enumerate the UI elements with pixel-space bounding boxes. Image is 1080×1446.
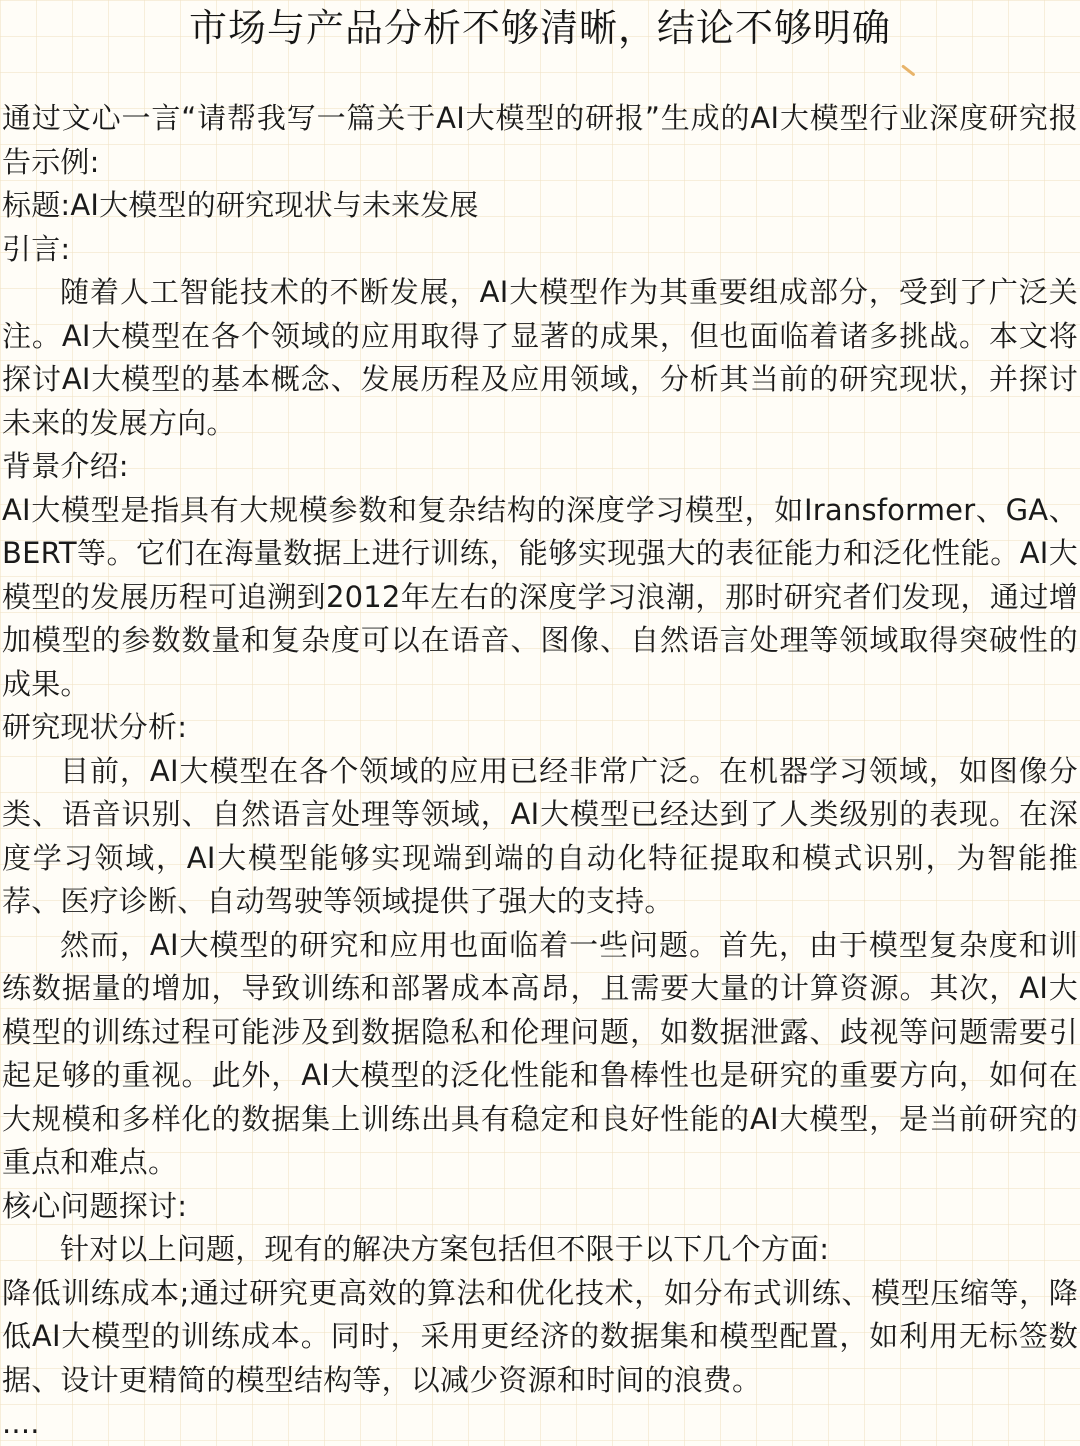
report-body (2, 97, 1078, 1446)
preface-heading: 引言: (2, 231, 71, 266)
core-paragraph-1: 针对以上问题，现有的解决方案包括但不限于以下几个方面: (60, 1232, 830, 1266)
report-title-line: 标题:AI大模型的研究现状与未来发展 (2, 188, 479, 222)
background-heading: 背景介绍: (2, 449, 129, 483)
page-title: 市场与产品分析不够清晰，结论不够明确 (188, 6, 891, 50)
preface-paragraph: 随着人工智能技术的不断发展，AI大模型作为其重要组成部分，受到了广泛关注。AI大模型在各个领域的应用取得了显著的成果，但也面临着诸多挑战。本文将探讨AI大模型的基本概念、发展历程及应用领域，分析其当前的研究现状，并探讨未来的发展方向。 (2, 275, 1078, 440)
ellipsis: .... (2, 1406, 40, 1440)
background-paragraph: AI大模型是指具有大规模参数和复杂结构的深度学习模型，如Iransformer、GA、BERT等。它们在海量数据上进行训练，能够实现强大的表征能力和泛化性能。AI大模型的发展历程可追溯到2012年左右的深度学习浪潮，那时研究者们发现，通过增加模型的参数数量和复杂度可以在语音、图像、自然语言处理等领域取得突破性的成果。 (2, 492, 1078, 701)
intro-paragraph: 通过文心一言“请帮我写一篇关于AI大模型的研报”生成的AI大模型行业深度研究报告示例: (2, 101, 1078, 179)
decorative-stroke (901, 64, 915, 76)
status-paragraph-2: 然而，AI大模型的研究和应用也面临着一些问题。首先，由于模型复杂度和训练数据量的增加，导致训练和部署成本高昂，且需要大量的计算资源。其次，AI大模型的训练过程可能涉及到数据隐私和伦理问题，如数据泄露、歧视等问题需要引起足够的重视。此外，AI大模型的泛化性能和鲁棒性也是研究的重要方向，如何在大规模和多样化的数据集上训练出具有稳定和良好性能的AI大模型，是当前研究的重点和难点。 (2, 927, 1078, 1179)
core-paragraph-2: 降低训练成本;通过研究更高效的算法和优化技术，如分布式训练、模型压缩等，降低AI大模型的训练成本。同时，采用更经济的数据集和模型配置，如利用无标签数据、设计更精简的模型结构等，以减少资源和时间的浪费。 (2, 1275, 1078, 1397)
core-heading: 核心问题探讨: (2, 1188, 188, 1223)
status-paragraph-1: 目前，AI大模型在各个领域的应用已经非常广泛。在机器学习领域，如图像分类、语音识别、自然语言处理等领域，AI大模型已经达到了人类级别的表现。在深度学习领域，AI大模型能够实现端到端的自动化特征提取和模式识别，为智能推荐、医疗诊断、自动驾驶等领域提供了强大的支持。 (2, 753, 1078, 918)
status-heading: 研究现状分析: (2, 710, 188, 744)
